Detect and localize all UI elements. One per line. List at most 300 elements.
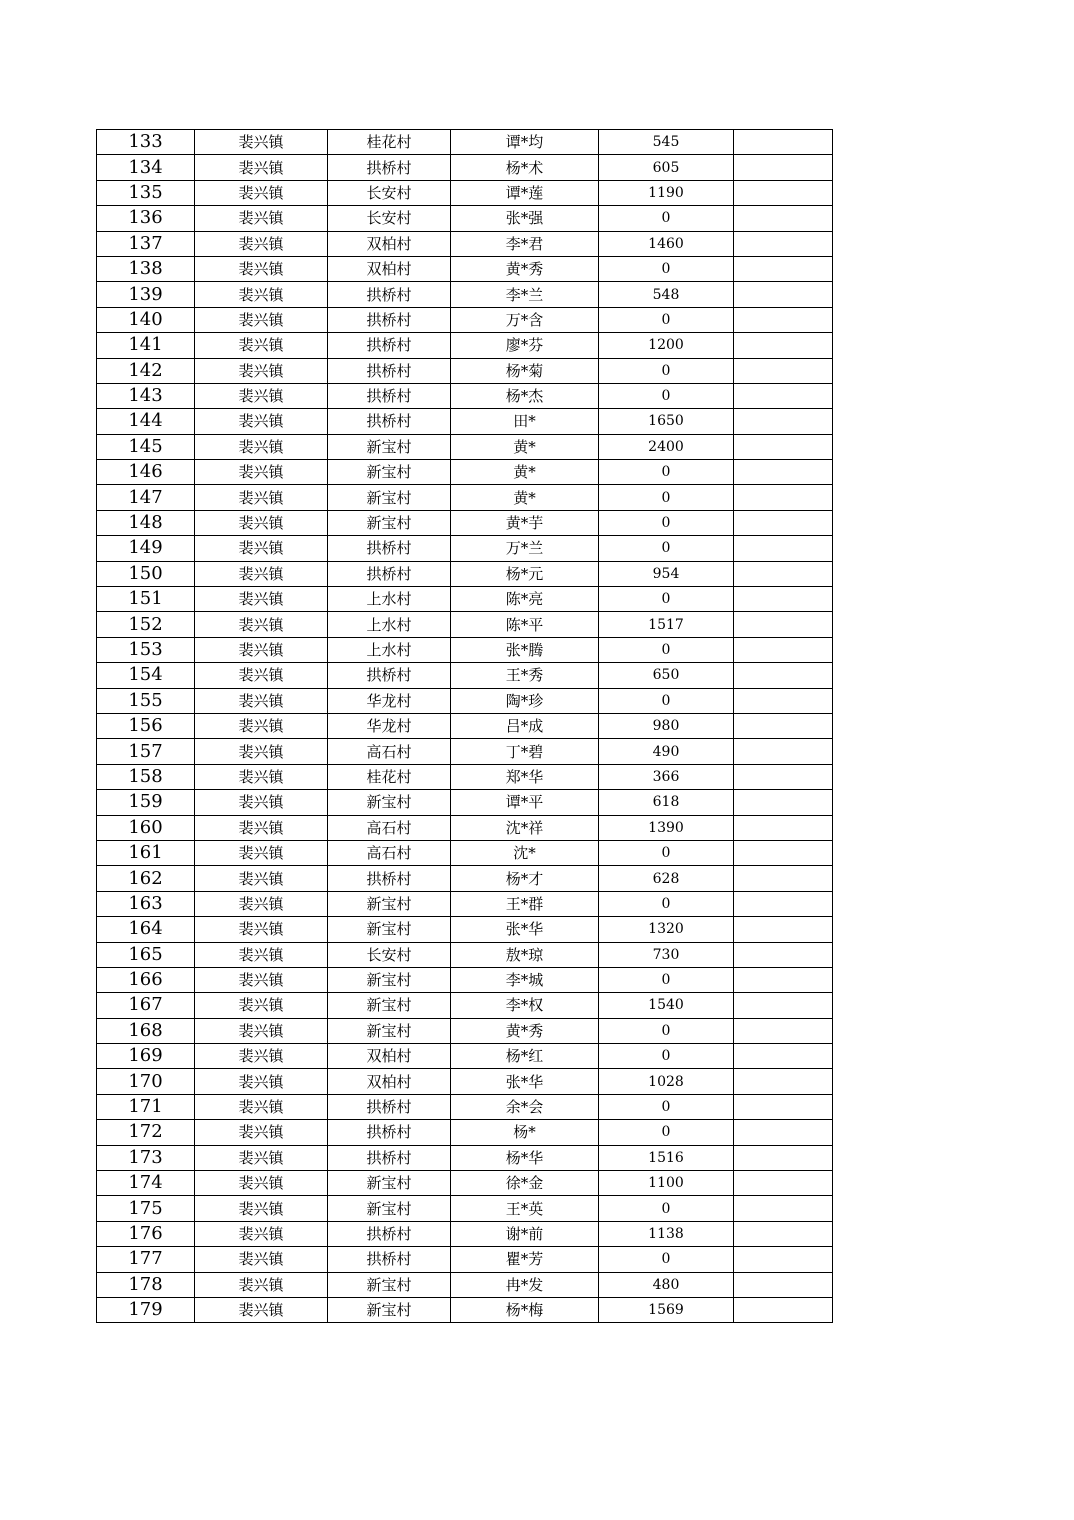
town-cell: 裴兴镇 [195, 485, 328, 510]
village-cell: 拱桥村 [328, 155, 451, 180]
note-cell [734, 1247, 833, 1272]
amount-cell: 605 [599, 155, 734, 180]
note-cell [734, 307, 833, 332]
village-cell: 新宝村 [328, 1196, 451, 1221]
amount-cell: 548 [599, 282, 734, 307]
note-cell [734, 688, 833, 713]
name-cell: 陈*平 [451, 612, 599, 637]
amount-cell: 954 [599, 561, 734, 586]
note-cell [734, 1069, 833, 1094]
amount-cell: 0 [599, 1196, 734, 1221]
name-cell: 杨*红 [451, 1044, 599, 1069]
note-cell [734, 282, 833, 307]
town-cell: 裴兴镇 [195, 1069, 328, 1094]
amount-cell: 1517 [599, 612, 734, 637]
name-cell: 谢*前 [451, 1221, 599, 1246]
amount-cell: 2400 [599, 434, 734, 459]
town-cell: 裴兴镇 [195, 866, 328, 891]
row-number-cell: 140 [97, 307, 195, 332]
table-row [97, 155, 833, 180]
name-cell: 田* [451, 409, 599, 434]
village-cell: 新宝村 [328, 485, 451, 510]
village-cell: 拱桥村 [328, 333, 451, 358]
table-row [97, 866, 833, 891]
note-cell [734, 1272, 833, 1297]
row-number-cell: 146 [97, 460, 195, 485]
town-cell: 裴兴镇 [195, 460, 328, 485]
name-cell: 黄* [451, 485, 599, 510]
table-row [97, 485, 833, 510]
village-cell: 拱桥村 [328, 536, 451, 561]
town-cell: 裴兴镇 [195, 993, 328, 1018]
row-number-cell: 155 [97, 688, 195, 713]
table-row [97, 1094, 833, 1119]
village-cell: 双柏村 [328, 1044, 451, 1069]
town-cell: 裴兴镇 [195, 663, 328, 688]
note-cell [734, 942, 833, 967]
note-cell [734, 993, 833, 1018]
table-row [97, 764, 833, 789]
amount-cell: 1390 [599, 815, 734, 840]
town-cell: 裴兴镇 [195, 434, 328, 459]
table-row [97, 130, 833, 155]
name-cell: 张*华 [451, 917, 599, 942]
note-cell [734, 612, 833, 637]
note-cell [734, 764, 833, 789]
town-cell: 裴兴镇 [195, 130, 328, 155]
table-row [97, 256, 833, 281]
row-number-cell: 144 [97, 409, 195, 434]
name-cell: 张*强 [451, 206, 599, 231]
village-cell: 上水村 [328, 637, 451, 662]
table-row [97, 460, 833, 485]
name-cell: 杨*术 [451, 155, 599, 180]
amount-cell: 366 [599, 764, 734, 789]
village-cell: 拱桥村 [328, 1221, 451, 1246]
amount-cell: 0 [599, 1120, 734, 1145]
town-cell: 裴兴镇 [195, 739, 328, 764]
note-cell [734, 256, 833, 281]
town-cell: 裴兴镇 [195, 1018, 328, 1043]
amount-cell: 545 [599, 130, 734, 155]
note-cell [734, 1120, 833, 1145]
note-cell [734, 713, 833, 738]
note-cell [734, 130, 833, 155]
town-cell: 裴兴镇 [195, 1247, 328, 1272]
row-number-cell: 145 [97, 434, 195, 459]
note-cell [734, 333, 833, 358]
amount-cell: 650 [599, 663, 734, 688]
row-number-cell: 173 [97, 1145, 195, 1170]
note-cell [734, 460, 833, 485]
town-cell: 裴兴镇 [195, 612, 328, 637]
village-cell: 拱桥村 [328, 866, 451, 891]
table-row [97, 1044, 833, 1069]
village-cell: 高石村 [328, 815, 451, 840]
amount-cell: 0 [599, 510, 734, 535]
town-cell: 裴兴镇 [195, 942, 328, 967]
note-cell [734, 231, 833, 256]
note-cell [734, 510, 833, 535]
amount-cell: 490 [599, 739, 734, 764]
table-row [97, 383, 833, 408]
amount-cell: 1540 [599, 993, 734, 1018]
table-row [97, 1196, 833, 1221]
row-number-cell: 165 [97, 942, 195, 967]
table-row [97, 358, 833, 383]
table-row [97, 739, 833, 764]
village-cell: 双柏村 [328, 231, 451, 256]
row-number-cell: 142 [97, 358, 195, 383]
name-cell: 吕*成 [451, 713, 599, 738]
town-cell: 裴兴镇 [195, 1221, 328, 1246]
village-cell: 拱桥村 [328, 383, 451, 408]
town-cell: 裴兴镇 [195, 1297, 328, 1322]
town-cell: 裴兴镇 [195, 688, 328, 713]
table-row [97, 206, 833, 231]
name-cell: 张*腾 [451, 637, 599, 662]
name-cell: 黄* [451, 434, 599, 459]
row-number-cell: 133 [97, 130, 195, 155]
town-cell: 裴兴镇 [195, 206, 328, 231]
row-number-cell: 174 [97, 1171, 195, 1196]
amount-cell: 1028 [599, 1069, 734, 1094]
note-cell [734, 434, 833, 459]
amount-cell: 1200 [599, 333, 734, 358]
table-row [97, 1272, 833, 1297]
name-cell: 杨*菊 [451, 358, 599, 383]
row-number-cell: 159 [97, 790, 195, 815]
note-cell [734, 1171, 833, 1196]
amount-cell: 0 [599, 485, 734, 510]
note-cell [734, 1044, 833, 1069]
name-cell: 杨*才 [451, 866, 599, 891]
town-cell: 裴兴镇 [195, 790, 328, 815]
name-cell: 王*秀 [451, 663, 599, 688]
name-cell: 杨*华 [451, 1145, 599, 1170]
village-cell: 长安村 [328, 942, 451, 967]
note-cell [734, 1297, 833, 1322]
row-number-cell: 154 [97, 663, 195, 688]
name-cell: 丁*碧 [451, 739, 599, 764]
town-cell: 裴兴镇 [195, 764, 328, 789]
amount-cell: 0 [599, 587, 734, 612]
row-number-cell: 143 [97, 383, 195, 408]
row-number-cell: 141 [97, 333, 195, 358]
village-cell: 拱桥村 [328, 1094, 451, 1119]
row-number-cell: 158 [97, 764, 195, 789]
village-cell: 新宝村 [328, 1297, 451, 1322]
note-cell [734, 967, 833, 992]
name-cell: 万*含 [451, 307, 599, 332]
table-row [97, 815, 833, 840]
table-row [97, 1120, 833, 1145]
name-cell: 沈* [451, 840, 599, 865]
amount-cell: 0 [599, 206, 734, 231]
table-row [97, 612, 833, 637]
amount-cell: 1190 [599, 180, 734, 205]
row-number-cell: 161 [97, 840, 195, 865]
name-cell: 余*会 [451, 1094, 599, 1119]
row-number-cell: 157 [97, 739, 195, 764]
town-cell: 裴兴镇 [195, 231, 328, 256]
table-row [97, 434, 833, 459]
table-row [97, 409, 833, 434]
table-row [97, 333, 833, 358]
village-cell: 新宝村 [328, 1171, 451, 1196]
amount-cell: 1100 [599, 1171, 734, 1196]
note-cell [734, 561, 833, 586]
village-cell: 上水村 [328, 612, 451, 637]
table-row [97, 231, 833, 256]
table-row [97, 1018, 833, 1043]
note-cell [734, 866, 833, 891]
village-cell: 拱桥村 [328, 282, 451, 307]
name-cell: 黄*秀 [451, 1018, 599, 1043]
table-row [97, 713, 833, 738]
village-cell: 新宝村 [328, 460, 451, 485]
village-cell: 双柏村 [328, 1069, 451, 1094]
table-row [97, 993, 833, 1018]
town-cell: 裴兴镇 [195, 891, 328, 916]
town-cell: 裴兴镇 [195, 536, 328, 561]
note-cell [734, 1018, 833, 1043]
row-number-cell: 167 [97, 993, 195, 1018]
table-row [97, 1069, 833, 1094]
town-cell: 裴兴镇 [195, 1196, 328, 1221]
amount-cell: 1138 [599, 1221, 734, 1246]
name-cell: 黄*秀 [451, 256, 599, 281]
note-cell [734, 358, 833, 383]
row-number-cell: 176 [97, 1221, 195, 1246]
note-cell [734, 917, 833, 942]
name-cell: 黄*芋 [451, 510, 599, 535]
table-row [97, 1247, 833, 1272]
town-cell: 裴兴镇 [195, 561, 328, 586]
row-number-cell: 179 [97, 1297, 195, 1322]
name-cell: 杨*梅 [451, 1297, 599, 1322]
village-cell: 拱桥村 [328, 307, 451, 332]
name-cell: 谭*莲 [451, 180, 599, 205]
name-cell: 杨* [451, 1120, 599, 1145]
amount-cell: 980 [599, 713, 734, 738]
village-cell: 高石村 [328, 739, 451, 764]
amount-cell: 0 [599, 307, 734, 332]
town-cell: 裴兴镇 [195, 1171, 328, 1196]
amount-cell: 0 [599, 1018, 734, 1043]
name-cell: 万*兰 [451, 536, 599, 561]
village-cell: 拱桥村 [328, 409, 451, 434]
amount-cell: 1320 [599, 917, 734, 942]
table-body [97, 130, 833, 1323]
village-cell: 上水村 [328, 587, 451, 612]
table-row [97, 663, 833, 688]
amount-cell: 0 [599, 967, 734, 992]
village-cell: 拱桥村 [328, 1145, 451, 1170]
row-number-cell: 134 [97, 155, 195, 180]
town-cell: 裴兴镇 [195, 409, 328, 434]
row-number-cell: 138 [97, 256, 195, 281]
name-cell: 陈*亮 [451, 587, 599, 612]
village-cell: 华龙村 [328, 688, 451, 713]
row-number-cell: 150 [97, 561, 195, 586]
table-row [97, 942, 833, 967]
row-number-cell: 169 [97, 1044, 195, 1069]
name-cell: 敖*琼 [451, 942, 599, 967]
town-cell: 裴兴镇 [195, 1120, 328, 1145]
row-number-cell: 152 [97, 612, 195, 637]
table-row [97, 1145, 833, 1170]
table-row [97, 510, 833, 535]
town-cell: 裴兴镇 [195, 815, 328, 840]
row-number-cell: 164 [97, 917, 195, 942]
town-cell: 裴兴镇 [195, 256, 328, 281]
name-cell: 李*兰 [451, 282, 599, 307]
row-number-cell: 137 [97, 231, 195, 256]
village-cell: 新宝村 [328, 1272, 451, 1297]
village-cell: 双柏村 [328, 256, 451, 281]
amount-cell: 0 [599, 256, 734, 281]
row-number-cell: 172 [97, 1120, 195, 1145]
row-number-cell: 148 [97, 510, 195, 535]
row-number-cell: 170 [97, 1069, 195, 1094]
table-row [97, 840, 833, 865]
note-cell [734, 637, 833, 662]
town-cell: 裴兴镇 [195, 307, 328, 332]
name-cell: 王*英 [451, 1196, 599, 1221]
village-cell: 新宝村 [328, 1018, 451, 1043]
town-cell: 裴兴镇 [195, 510, 328, 535]
village-cell: 新宝村 [328, 434, 451, 459]
table-row [97, 561, 833, 586]
row-number-cell: 166 [97, 967, 195, 992]
village-cell: 华龙村 [328, 713, 451, 738]
town-cell: 裴兴镇 [195, 1272, 328, 1297]
note-cell [734, 155, 833, 180]
note-cell [734, 206, 833, 231]
name-cell: 冉*发 [451, 1272, 599, 1297]
village-cell: 拱桥村 [328, 561, 451, 586]
note-cell [734, 587, 833, 612]
village-cell: 新宝村 [328, 917, 451, 942]
town-cell: 裴兴镇 [195, 358, 328, 383]
name-cell: 郑*华 [451, 764, 599, 789]
village-cell: 拱桥村 [328, 1247, 451, 1272]
amount-cell: 0 [599, 891, 734, 916]
town-cell: 裴兴镇 [195, 840, 328, 865]
table-row [97, 282, 833, 307]
row-number-cell: 163 [97, 891, 195, 916]
amount-cell: 1650 [599, 409, 734, 434]
row-number-cell: 136 [97, 206, 195, 231]
amount-cell: 0 [599, 688, 734, 713]
row-number-cell: 139 [97, 282, 195, 307]
town-cell: 裴兴镇 [195, 917, 328, 942]
row-number-cell: 135 [97, 180, 195, 205]
town-cell: 裴兴镇 [195, 180, 328, 205]
village-cell: 桂花村 [328, 130, 451, 155]
town-cell: 裴兴镇 [195, 967, 328, 992]
row-number-cell: 177 [97, 1247, 195, 1272]
name-cell: 张*华 [451, 1069, 599, 1094]
row-number-cell: 168 [97, 1018, 195, 1043]
row-number-cell: 175 [97, 1196, 195, 1221]
row-number-cell: 178 [97, 1272, 195, 1297]
village-cell: 拱桥村 [328, 1120, 451, 1145]
row-number-cell: 147 [97, 485, 195, 510]
subsidy-table [96, 129, 833, 1323]
town-cell: 裴兴镇 [195, 383, 328, 408]
amount-cell: 0 [599, 460, 734, 485]
town-cell: 裴兴镇 [195, 637, 328, 662]
name-cell: 李*君 [451, 231, 599, 256]
amount-cell: 618 [599, 790, 734, 815]
town-cell: 裴兴镇 [195, 1094, 328, 1119]
amount-cell: 480 [599, 1272, 734, 1297]
note-cell [734, 383, 833, 408]
name-cell: 徐*金 [451, 1171, 599, 1196]
table-row [97, 891, 833, 916]
table-row [97, 307, 833, 332]
note-cell [734, 1196, 833, 1221]
note-cell [734, 180, 833, 205]
name-cell: 黄* [451, 460, 599, 485]
name-cell: 谭*均 [451, 130, 599, 155]
row-number-cell: 153 [97, 637, 195, 662]
row-number-cell: 151 [97, 587, 195, 612]
table-row [97, 1297, 833, 1322]
amount-cell: 0 [599, 1044, 734, 1069]
name-cell: 沈*祥 [451, 815, 599, 840]
town-cell: 裴兴镇 [195, 155, 328, 180]
amount-cell: 0 [599, 1094, 734, 1119]
table-row [97, 688, 833, 713]
amount-cell: 0 [599, 536, 734, 561]
town-cell: 裴兴镇 [195, 1145, 328, 1170]
note-cell [734, 409, 833, 434]
note-cell [734, 739, 833, 764]
village-cell: 长安村 [328, 180, 451, 205]
village-cell: 长安村 [328, 206, 451, 231]
table-row [97, 967, 833, 992]
table-row [97, 790, 833, 815]
note-cell [734, 1094, 833, 1119]
table-row [97, 637, 833, 662]
village-cell: 高石村 [328, 840, 451, 865]
note-cell [734, 840, 833, 865]
amount-cell: 730 [599, 942, 734, 967]
village-cell: 拱桥村 [328, 358, 451, 383]
amount-cell: 0 [599, 637, 734, 662]
name-cell: 杨*元 [451, 561, 599, 586]
town-cell: 裴兴镇 [195, 587, 328, 612]
amount-cell: 0 [599, 383, 734, 408]
note-cell [734, 1145, 833, 1170]
town-cell: 裴兴镇 [195, 1044, 328, 1069]
town-cell: 裴兴镇 [195, 713, 328, 738]
note-cell [734, 790, 833, 815]
note-cell [734, 663, 833, 688]
town-cell: 裴兴镇 [195, 282, 328, 307]
name-cell: 瞿*芳 [451, 1247, 599, 1272]
amount-cell: 0 [599, 840, 734, 865]
village-cell: 新宝村 [328, 967, 451, 992]
name-cell: 李*城 [451, 967, 599, 992]
name-cell: 谭*平 [451, 790, 599, 815]
note-cell [734, 1221, 833, 1246]
amount-cell: 1516 [599, 1145, 734, 1170]
village-cell: 新宝村 [328, 891, 451, 916]
